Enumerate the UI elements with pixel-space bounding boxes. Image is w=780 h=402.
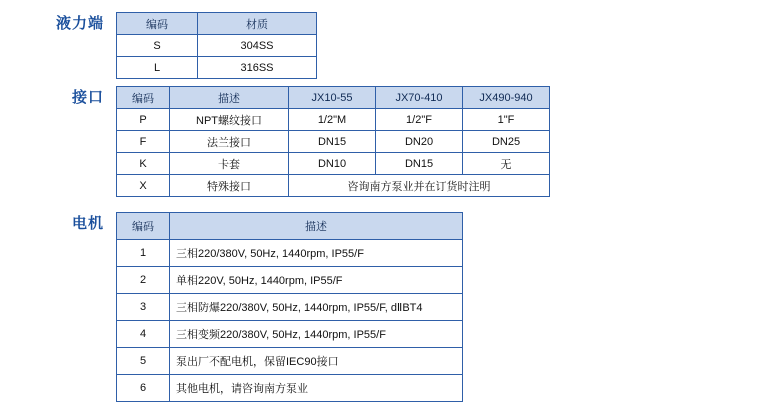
cell-code: 6	[117, 375, 170, 402]
column-header-description: 描述	[170, 87, 289, 109]
cell-code: S	[117, 35, 198, 57]
cell-code: F	[117, 131, 170, 153]
cell-description: 三相变频220/380V, 50Hz, 1440rpm, IP55/F	[170, 321, 463, 348]
cell-code: X	[117, 175, 170, 197]
cell-jx10-55: 1/2"M	[289, 109, 376, 131]
cell-code: P	[117, 109, 170, 131]
motor-table-body	[117, 240, 463, 402]
cell-jx70-410: 1/2"F	[376, 109, 463, 131]
column-header-jx70-410: JX70-410	[376, 87, 463, 109]
column-header-jx490-940: JX490-940	[463, 87, 550, 109]
cell-note-span: 咨询南方泵业并在订货时注明	[289, 175, 550, 197]
cell-description: NPT螺纹接口	[170, 109, 289, 131]
cell-material: 316SS	[198, 57, 317, 79]
cell-description: 三相220/380V, 50Hz, 1440rpm, IP55/F	[170, 240, 463, 267]
table-header-row	[117, 87, 550, 109]
cell-material: 304SS	[198, 35, 317, 57]
hydraulic-end-table	[116, 12, 317, 79]
table-row	[117, 175, 550, 197]
cell-description: 单相220V, 50Hz, 1440rpm, IP55/F	[170, 267, 463, 294]
cell-jx70-410: DN15	[376, 153, 463, 175]
column-header-code: 编码	[117, 13, 198, 35]
cell-description: 卡套	[170, 153, 289, 175]
section-label-hydraulic-end: 液力端	[56, 15, 105, 32]
table-header-row	[117, 13, 317, 35]
table-row	[117, 35, 317, 57]
cell-description: 泵出厂不配电机，保留IEC90接口	[170, 348, 463, 375]
cell-jx490-940: 无	[463, 153, 550, 175]
column-header-material: 材质	[198, 13, 317, 35]
section-label-interface: 接口	[71, 89, 104, 106]
hydraulic-end-table-body	[117, 35, 317, 79]
column-header-code: 编码	[117, 213, 170, 240]
column-header-code: 编码	[117, 87, 170, 109]
cell-description: 其他电机，请咨询南方泵业	[170, 375, 463, 402]
column-header-jx10-55: JX10-55	[289, 87, 376, 109]
motor-table	[116, 212, 463, 402]
cell-jx70-410: DN20	[376, 131, 463, 153]
hydraulic-end-table-head	[117, 13, 317, 35]
table-row	[117, 109, 550, 131]
cell-code: 5	[117, 348, 170, 375]
cell-code: 3	[117, 294, 170, 321]
section-motor	[56, 212, 463, 402]
table-row	[117, 348, 463, 375]
cell-description: 特殊接口	[170, 175, 289, 197]
table-row	[117, 153, 550, 175]
table-row	[117, 294, 463, 321]
table-row	[117, 131, 550, 153]
motor-table-head	[117, 213, 463, 240]
cell-code: 2	[117, 267, 170, 294]
table-header-row	[117, 213, 463, 240]
table-row	[117, 375, 463, 402]
interface-table-head	[117, 87, 550, 109]
table-row	[117, 267, 463, 294]
cell-jx10-55: DN10	[289, 153, 376, 175]
cell-description: 法兰接口	[170, 131, 289, 153]
cell-description: 三相防爆220/380V, 50Hz, 1440rpm, IP55/F, dⅡBT4	[170, 294, 463, 321]
table-row	[117, 240, 463, 267]
section-interface	[56, 86, 550, 197]
cell-jx490-940: 1"F	[463, 109, 550, 131]
table-row	[117, 321, 463, 348]
cell-code: 4	[117, 321, 170, 348]
cell-jx10-55: DN15	[289, 131, 376, 153]
table-row	[117, 57, 317, 79]
cell-code: K	[117, 153, 170, 175]
section-hydraulic-end	[56, 12, 317, 79]
cell-code: L	[117, 57, 198, 79]
interface-table-body	[117, 109, 550, 197]
interface-table	[116, 86, 550, 197]
cell-jx490-940: DN25	[463, 131, 550, 153]
cell-code: 1	[117, 240, 170, 267]
column-header-description: 描述	[170, 213, 463, 240]
section-label-motor: 电机	[71, 215, 104, 232]
